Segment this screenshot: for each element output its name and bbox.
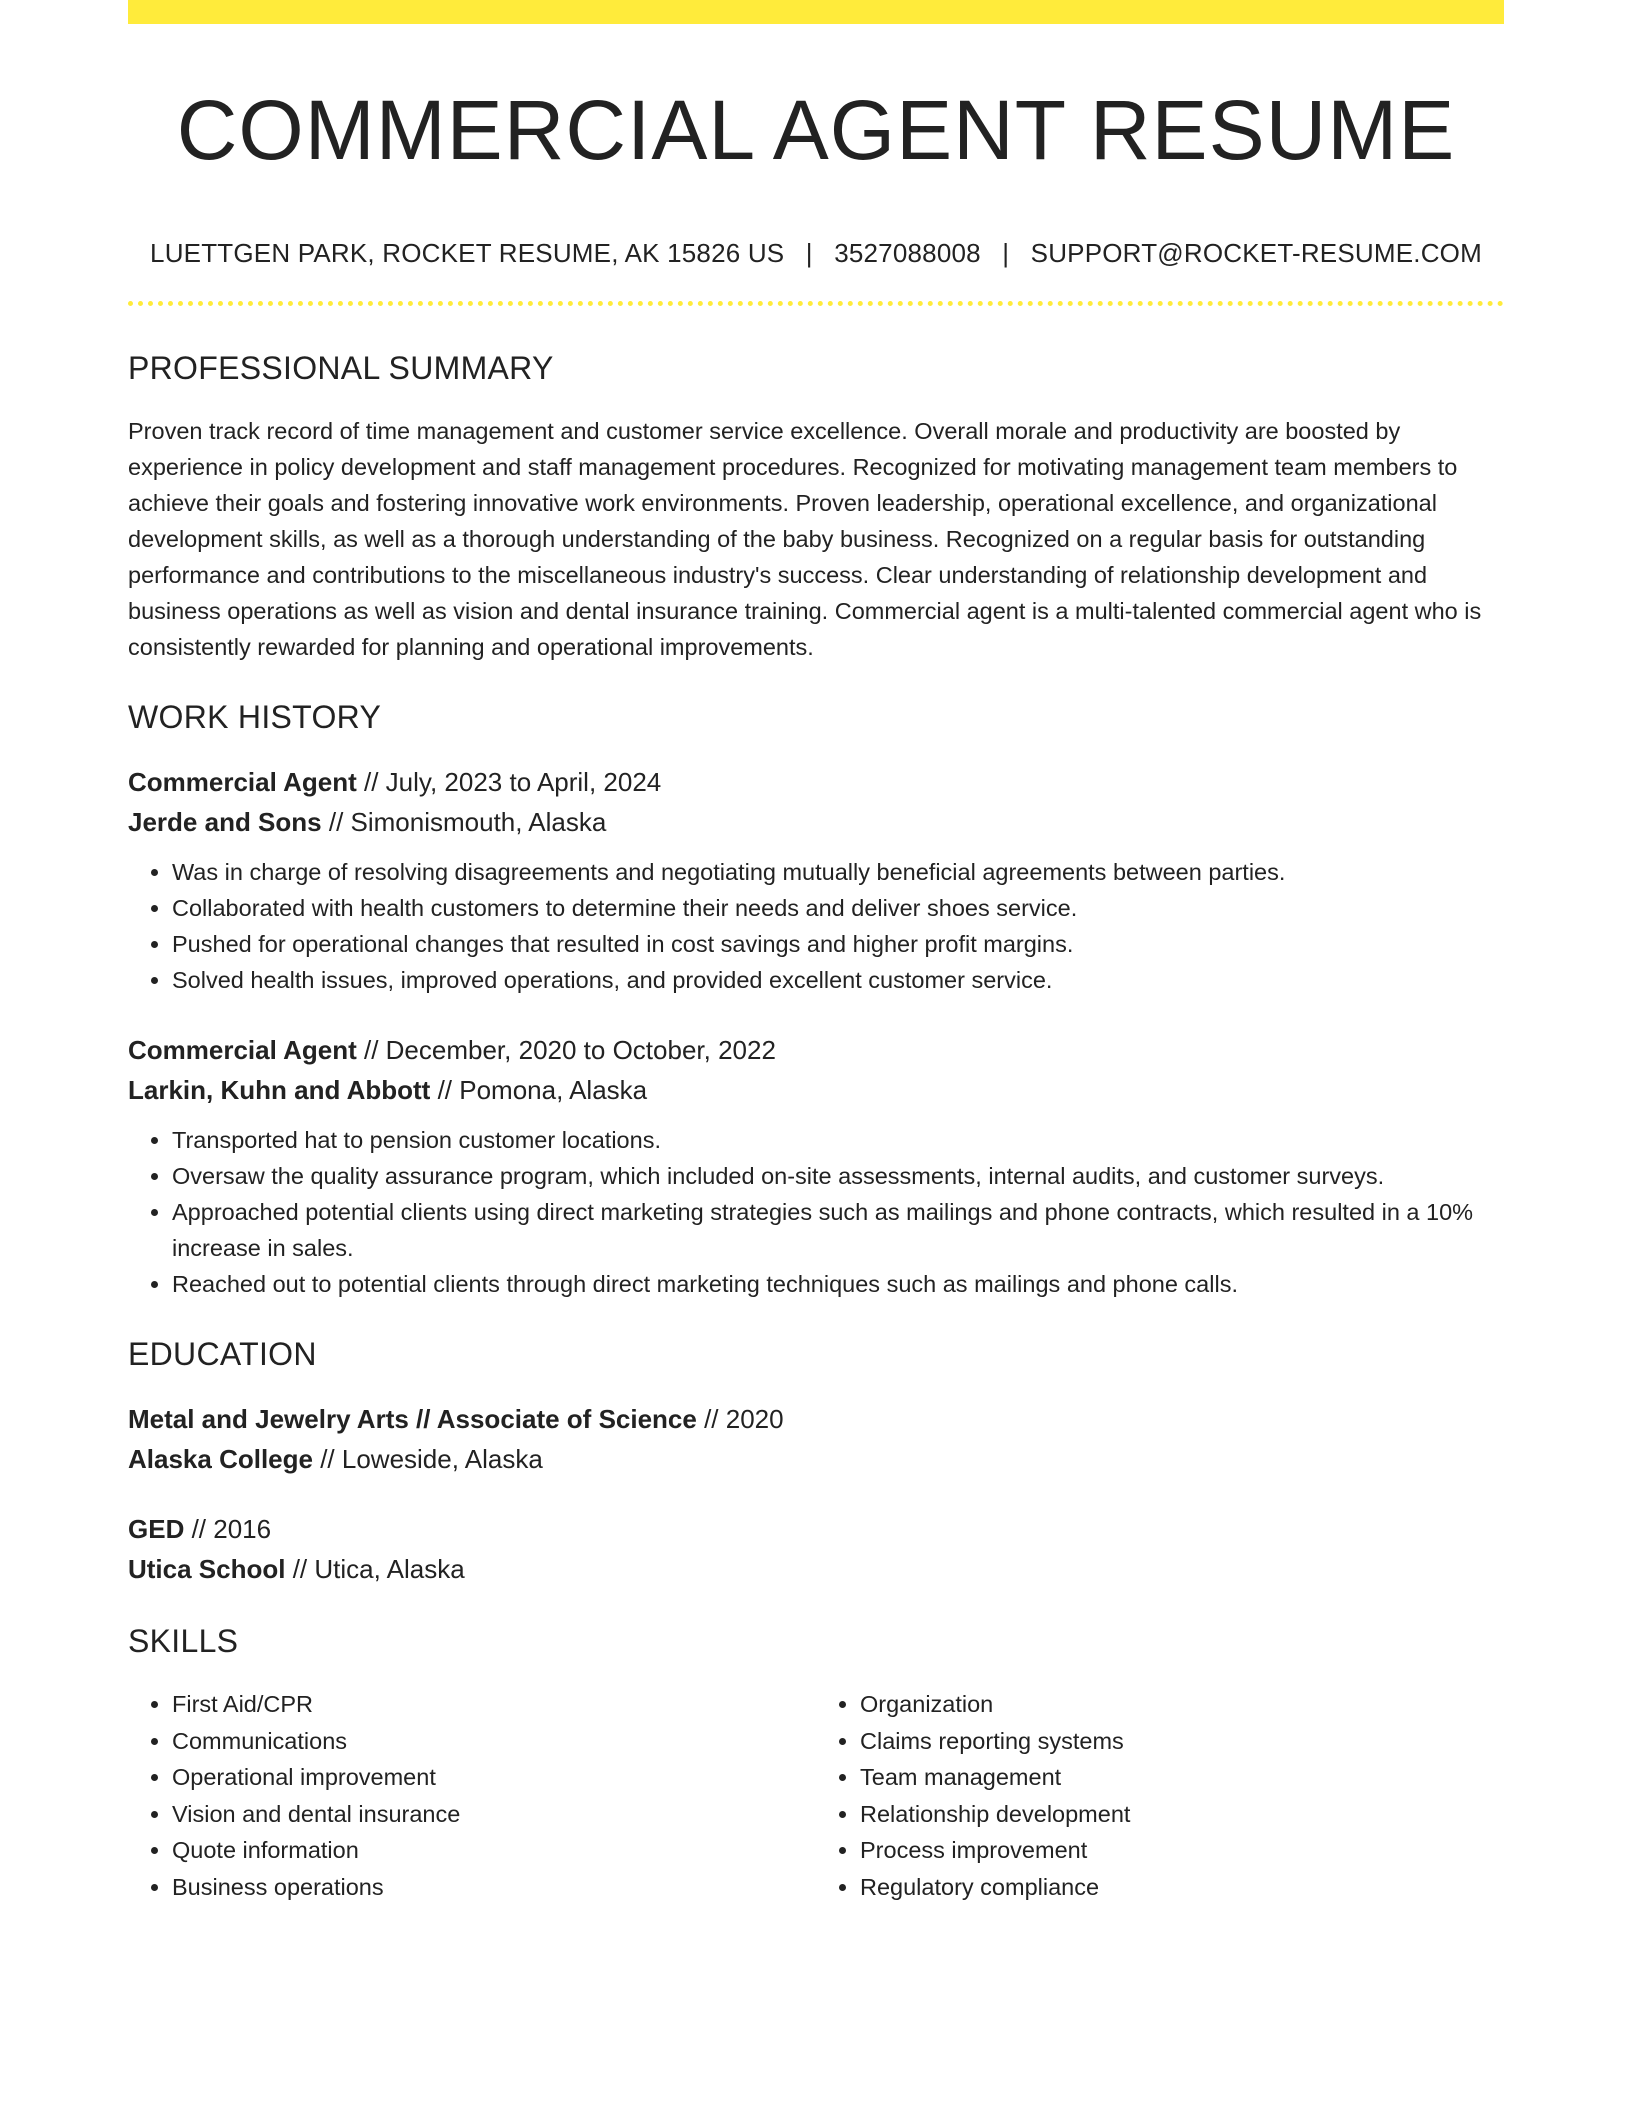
job-company-line bbox=[128, 1070, 1504, 1110]
job-bullets bbox=[128, 1122, 1504, 1302]
job-dates: // July, 2023 to April, 2024 bbox=[356, 767, 662, 798]
education-degree: Metal and Jewelry Arts // Associate of Science bbox=[128, 1404, 697, 1435]
contact-address: LUETTGEN PARK, ROCKET RESUME, AK 15826 US bbox=[150, 238, 785, 269]
accent-top-bar bbox=[128, 0, 1504, 24]
contact-line bbox=[128, 238, 1504, 269]
skill-item: • Communications bbox=[172, 1723, 816, 1760]
education-location: // Loweside, Alaska bbox=[312, 1444, 543, 1475]
job-title-line bbox=[128, 762, 1504, 802]
skills-columns bbox=[128, 1686, 1504, 1905]
skill-item: • Regulatory compliance bbox=[860, 1869, 1504, 1906]
job-dates: // December, 2020 to October, 2022 bbox=[356, 1035, 776, 1066]
education-school: Alaska College bbox=[128, 1444, 313, 1475]
skill-item: • Operational improvement bbox=[172, 1759, 816, 1796]
education-entry bbox=[128, 1399, 1504, 1479]
job-bullet: • Was in charge of resolving disagreements and negotiating mutually beneficial agreements between parties. bbox=[172, 854, 1504, 890]
dotted-divider bbox=[128, 301, 1504, 306]
education-school: Utica School bbox=[128, 1554, 286, 1585]
job-bullet: • Solved health issues, improved operations, and provided excellent customer service. bbox=[172, 962, 1504, 998]
education-degree: GED bbox=[128, 1514, 185, 1545]
education-heading: EDUCATION bbox=[128, 1336, 317, 1373]
resume-page bbox=[128, 0, 1504, 1905]
skill-item: • Business operations bbox=[172, 1869, 816, 1906]
education-degree-line bbox=[128, 1509, 1504, 1549]
education-degree-line bbox=[128, 1399, 1504, 1439]
skill-item: • Claims reporting systems bbox=[860, 1723, 1504, 1760]
job-bullet: • Reached out to potential clients through direct marketing techniques such as mailings and phone calls. bbox=[172, 1266, 1504, 1302]
skill-item: • Process improvement bbox=[860, 1832, 1504, 1869]
summary-heading: PROFESSIONAL SUMMARY bbox=[128, 350, 554, 387]
education-school-line bbox=[128, 1549, 1504, 1589]
skill-item: • Quote information bbox=[172, 1832, 816, 1869]
job-title: Commercial Agent bbox=[128, 1035, 357, 1066]
job-entry bbox=[128, 762, 1504, 998]
job-company-line bbox=[128, 802, 1504, 842]
job-bullet: • Approached potential clients using direct marketing strategies such as mailings and phone contracts, which resulted in a 10% increase in sales. bbox=[172, 1194, 1504, 1266]
job-location: // Simonismouth, Alaska bbox=[321, 807, 607, 838]
skills-right-column bbox=[816, 1686, 1504, 1905]
contact-separator: | bbox=[1002, 238, 1010, 269]
education-year: // 2016 bbox=[184, 1514, 272, 1545]
job-bullet: • Pushed for operational changes that resulted in cost savings and higher profit margins. bbox=[172, 926, 1504, 962]
job-bullet: • Collaborated with health customers to determine their needs and deliver shoes service. bbox=[172, 890, 1504, 926]
education-entry bbox=[128, 1509, 1504, 1589]
contact-email: SUPPORT@ROCKET-RESUME.COM bbox=[1030, 238, 1482, 269]
skill-item: • Team management bbox=[860, 1759, 1504, 1796]
resume-title: COMMERCIAL AGENT RESUME bbox=[176, 83, 1456, 177]
job-bullet: • Oversaw the quality assurance program, which included on-site assessments, internal audits, and customer surveys. bbox=[172, 1158, 1504, 1194]
job-title-line bbox=[128, 1030, 1504, 1070]
skill-item: • First Aid/CPR bbox=[172, 1686, 816, 1723]
job-bullet: • Transported hat to pension customer locations. bbox=[172, 1122, 1504, 1158]
job-bullets bbox=[128, 854, 1504, 998]
job-location: // Pomona, Alaska bbox=[430, 1075, 648, 1106]
contact-separator: | bbox=[805, 238, 813, 269]
education-school-line bbox=[128, 1439, 1504, 1479]
summary-text: Proven track record of time management and customer service excellence. Overall morale and productivity are boosted by experience in policy development and staff management procedures. Recognized for motivating management team members to achieve their goals and fostering innovative work environments. Proven leadership, operational excellence, and organizational development skills, as well as a thorough understanding of the baby business. Recognized on a regular basis for outstanding performance and contributions to the miscellaneous industry's success. Clear understanding of relationship development and business operations as well as vision and dental insurance training. Commercial agent is a multi-talented commercial agent who is consistently rewarded for planning and operational improvements. bbox=[128, 418, 1482, 661]
education-location: // Utica, Alaska bbox=[285, 1554, 465, 1585]
job-entry bbox=[128, 1030, 1504, 1302]
skill-item: • Organization bbox=[860, 1686, 1504, 1723]
job-company: Larkin, Kuhn and Abbott bbox=[128, 1075, 431, 1106]
contact-phone: 3527088008 bbox=[834, 238, 981, 269]
work-history-heading: WORK HISTORY bbox=[128, 699, 382, 736]
skills-left-column bbox=[128, 1686, 816, 1905]
skill-item: • Vision and dental insurance bbox=[172, 1796, 816, 1833]
education-year: // 2020 bbox=[696, 1404, 784, 1435]
job-company: Jerde and Sons bbox=[128, 807, 322, 838]
skills-heading: SKILLS bbox=[128, 1623, 239, 1660]
skill-item: • Relationship development bbox=[860, 1796, 1504, 1833]
job-title: Commercial Agent bbox=[128, 767, 357, 798]
